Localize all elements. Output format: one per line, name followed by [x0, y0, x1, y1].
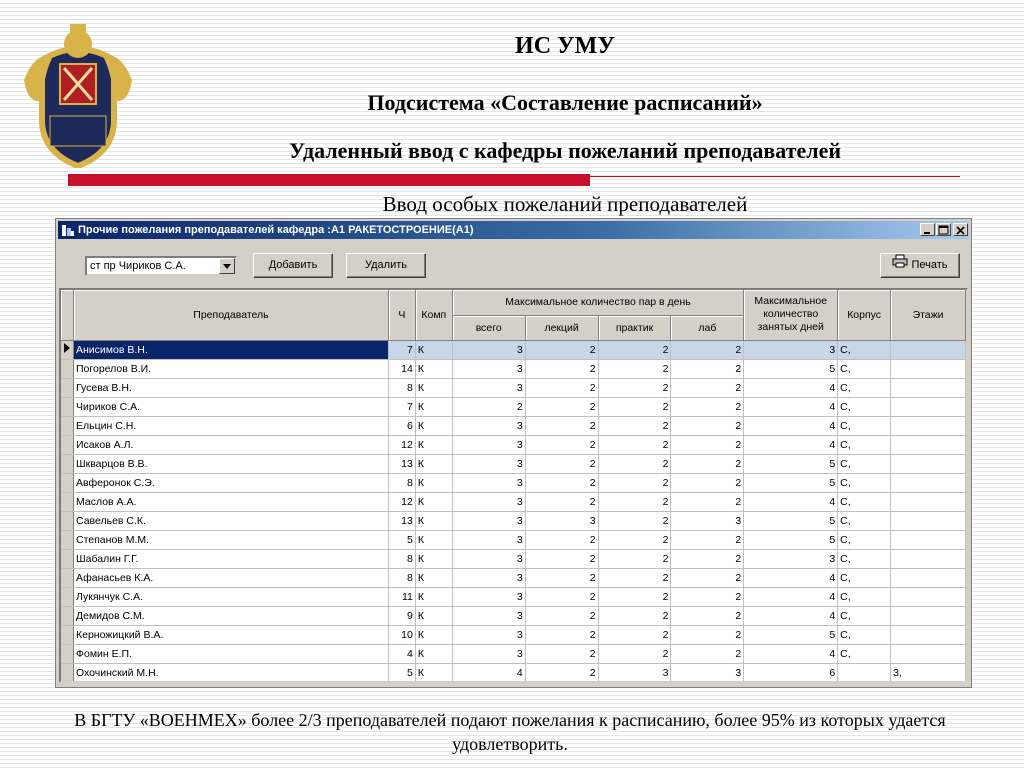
ch-cell[interactable]: 4 [388, 644, 415, 663]
maximize-icon [937, 225, 950, 236]
practice-cell[interactable]: 2 [598, 378, 671, 397]
lectures-cell[interactable]: 2 [525, 473, 598, 492]
practice-cell[interactable]: 2 [598, 359, 671, 378]
floors-cell[interactable] [891, 454, 966, 473]
lab-cell[interactable]: 2 [671, 549, 744, 568]
lectures-cell[interactable]: 2 [525, 644, 598, 663]
row-indicator[interactable] [61, 511, 74, 530]
lab-cell[interactable]: 3 [671, 511, 744, 530]
row-indicator[interactable] [61, 587, 74, 606]
lectures-cell[interactable]: 2 [525, 606, 598, 625]
teachers-grid[interactable] [59, 288, 968, 683]
practice-cell[interactable]: 2 [598, 397, 671, 416]
total-cell[interactable]: 3 [452, 492, 525, 511]
row-indicator-header [61, 290, 74, 340]
ch-cell[interactable]: 14 [388, 359, 415, 378]
comp-cell[interactable]: К [415, 473, 452, 492]
header-practice[interactable]: практик [598, 315, 671, 340]
university-logo [22, 20, 134, 168]
floors-cell[interactable] [891, 644, 966, 663]
days-cell[interactable]: 4 [744, 416, 838, 435]
lab-cell[interactable]: 2 [671, 625, 744, 644]
practice-cell[interactable]: 2 [598, 549, 671, 568]
comp-cell[interactable]: К [415, 397, 452, 416]
total-cell[interactable]: 3 [452, 359, 525, 378]
teacher-name-cell[interactable]: Шабалин Г.Г. [74, 549, 389, 568]
teacher-name-cell[interactable]: Охочинский М.Н. [74, 663, 389, 682]
teacher-name-cell[interactable]: Маслов А.А. [74, 492, 389, 511]
minimize-button[interactable] [920, 223, 935, 236]
practice-cell[interactable]: 2 [598, 606, 671, 625]
table-row[interactable] [61, 511, 966, 530]
comp-cell[interactable]: К [415, 530, 452, 549]
header-comp[interactable]: Комп [415, 290, 452, 340]
floors-cell[interactable] [891, 530, 966, 549]
ch-cell[interactable]: 6 [388, 416, 415, 435]
building-cell[interactable]: С, [838, 568, 891, 587]
days-cell[interactable]: 6 [744, 663, 838, 682]
days-cell[interactable]: 5 [744, 454, 838, 473]
floors-cell[interactable] [891, 473, 966, 492]
comp-cell[interactable]: К [415, 435, 452, 454]
row-indicator[interactable] [61, 625, 74, 644]
row-indicator[interactable] [61, 663, 74, 682]
days-cell[interactable]: 4 [744, 435, 838, 454]
ch-cell[interactable]: 12 [388, 492, 415, 511]
total-cell[interactable]: 3 [452, 454, 525, 473]
building-cell[interactable]: С, [838, 454, 891, 473]
total-cell[interactable]: 3 [452, 644, 525, 663]
days-cell[interactable]: 5 [744, 530, 838, 549]
building-cell[interactable]: С, [838, 606, 891, 625]
close-icon [954, 225, 967, 236]
lab-cell[interactable]: 2 [671, 587, 744, 606]
divider-line [590, 176, 960, 177]
comp-cell[interactable]: К [415, 663, 452, 682]
building-cell[interactable] [838, 663, 891, 682]
header-ch[interactable]: Ч [388, 290, 415, 340]
practice-cell[interactable]: 2 [598, 340, 671, 359]
header-max-days[interactable]: Максимальное количество занятых дней [744, 290, 838, 340]
total-cell[interactable]: 3 [452, 416, 525, 435]
lectures-cell[interactable]: 2 [525, 625, 598, 644]
table-row[interactable] [61, 454, 966, 473]
page-subtitle: Удаленный ввод с кафедры пожеланий преподавателей [288, 138, 842, 163]
building-cell[interactable]: С, [838, 644, 891, 663]
table-row[interactable] [61, 416, 966, 435]
row-indicator[interactable] [61, 378, 74, 397]
row-indicator[interactable] [61, 492, 74, 511]
floors-cell[interactable] [891, 378, 966, 397]
practice-cell[interactable]: 2 [598, 644, 671, 663]
row-indicator[interactable] [61, 530, 74, 549]
header-teacher[interactable]: Преподаватель [74, 290, 389, 340]
row-indicator[interactable] [61, 454, 74, 473]
lectures-cell[interactable]: 2 [525, 454, 598, 473]
building-cell[interactable]: С, [838, 511, 891, 530]
delete-button[interactable]: Удалить [346, 253, 426, 278]
ch-cell[interactable]: 8 [388, 378, 415, 397]
app-icon [61, 223, 75, 237]
total-cell[interactable]: 3 [452, 340, 525, 359]
row-indicator[interactable] [61, 397, 74, 416]
building-cell[interactable]: С, [838, 473, 891, 492]
building-cell[interactable]: С, [838, 359, 891, 378]
header-building[interactable]: Корпус [838, 290, 891, 340]
building-cell[interactable]: С, [838, 435, 891, 454]
lab-cell[interactable]: 2 [671, 568, 744, 587]
lectures-cell[interactable]: 2 [525, 378, 598, 397]
lectures-cell[interactable]: 2 [525, 340, 598, 359]
lectures-cell[interactable]: 2 [525, 416, 598, 435]
lab-cell[interactable]: 2 [671, 340, 744, 359]
days-cell[interactable]: 5 [744, 511, 838, 530]
floors-cell[interactable] [891, 568, 966, 587]
building-cell[interactable]: С, [838, 416, 891, 435]
floors-cell[interactable] [891, 549, 966, 568]
lectures-cell[interactable]: 2 [525, 663, 598, 682]
printer-icon [892, 254, 908, 276]
lab-cell[interactable]: 3 [671, 663, 744, 682]
table-row[interactable] [61, 397, 966, 416]
lectures-cell[interactable]: 2 [525, 397, 598, 416]
table-row[interactable] [61, 473, 966, 492]
building-cell[interactable]: С, [838, 549, 891, 568]
days-cell[interactable]: 4 [744, 492, 838, 511]
ch-cell[interactable]: 10 [388, 625, 415, 644]
teacher-name-cell[interactable]: Анисимов В.Н. [74, 340, 389, 359]
days-cell[interactable]: 5 [744, 625, 838, 644]
total-cell[interactable]: 4 [452, 663, 525, 682]
total-cell[interactable]: 3 [452, 530, 525, 549]
teacher-name-cell[interactable]: Авферонок С.Э. [74, 473, 389, 492]
subsystem-title: Подсистема «Составление расписаний» [367, 90, 763, 115]
table-row[interactable] [61, 663, 966, 682]
lab-cell[interactable]: 2 [671, 359, 744, 378]
total-cell[interactable]: 3 [452, 625, 525, 644]
footer-note: В БГТУ «ВОЕНМЕХ» более 2/3 преподавателей подают пожелания к расписанию, более 95% из которых удается удовлетворить. [74, 710, 946, 754]
floors-cell[interactable] [891, 359, 966, 378]
total-cell[interactable]: 3 [452, 378, 525, 397]
add-button[interactable]: Добавить [253, 253, 333, 278]
practice-cell[interactable]: 2 [598, 454, 671, 473]
row-indicator[interactable] [61, 644, 74, 663]
lectures-cell[interactable]: 2 [525, 359, 598, 378]
teacher-select-value: ст пр Чириков С.А. [90, 260, 186, 272]
total-cell[interactable]: 3 [452, 549, 525, 568]
ch-cell[interactable]: 5 [388, 663, 415, 682]
teacher-name-cell[interactable]: Исаков А.Л. [74, 435, 389, 454]
practice-cell[interactable]: 2 [598, 416, 671, 435]
days-cell[interactable]: 5 [744, 473, 838, 492]
ch-cell[interactable]: 7 [388, 397, 415, 416]
table-row[interactable] [61, 378, 966, 397]
building-cell[interactable]: С, [838, 587, 891, 606]
window-title: Прочие пожелания преподавателей кафедра :А1 РАКЕТОСТРОЕНИЕ(А1) [78, 224, 474, 236]
teacher-name-cell[interactable]: Погорелов В.И. [74, 359, 389, 378]
teacher-name-cell[interactable]: Демидов С.М. [74, 606, 389, 625]
days-cell[interactable]: 4 [744, 644, 838, 663]
row-indicator[interactable] [61, 416, 74, 435]
page-title: ИС УМУ [515, 33, 615, 59]
table-row[interactable] [61, 644, 966, 663]
ch-cell[interactable]: 8 [388, 473, 415, 492]
total-cell[interactable]: 3 [452, 606, 525, 625]
practice-cell[interactable]: 2 [598, 435, 671, 454]
total-cell[interactable]: 3 [452, 568, 525, 587]
print-button-label: Печать [911, 259, 948, 271]
ch-cell[interactable]: 9 [388, 606, 415, 625]
floors-cell[interactable] [891, 625, 966, 644]
comp-cell[interactable]: К [415, 549, 452, 568]
teachers-table [61, 290, 966, 683]
floors-cell[interactable] [891, 340, 966, 359]
practice-cell[interactable]: 2 [598, 530, 671, 549]
ch-cell[interactable]: 13 [388, 511, 415, 530]
practice-cell[interactable]: 2 [598, 568, 671, 587]
comp-cell[interactable]: К [415, 359, 452, 378]
floors-cell[interactable] [891, 435, 966, 454]
lab-cell[interactable]: 2 [671, 454, 744, 473]
row-indicator[interactable] [61, 606, 74, 625]
teacher-name-cell[interactable]: Керножицкий В.А. [74, 625, 389, 644]
table-row[interactable] [61, 340, 966, 359]
table-row[interactable] [61, 530, 966, 549]
teacher-name-cell[interactable]: Фомин Е.П. [74, 644, 389, 663]
teacher-select[interactable] [85, 256, 237, 276]
total-cell[interactable]: 3 [452, 473, 525, 492]
lab-cell[interactable]: 2 [671, 492, 744, 511]
practice-cell[interactable]: 2 [598, 473, 671, 492]
days-cell[interactable]: 4 [744, 397, 838, 416]
ch-cell[interactable]: 8 [388, 568, 415, 587]
teacher-name-cell[interactable]: Чириков С.А. [74, 397, 389, 416]
comp-cell[interactable]: К [415, 340, 452, 359]
lab-cell[interactable]: 2 [671, 435, 744, 454]
floors-cell[interactable] [891, 606, 966, 625]
practice-cell[interactable]: 2 [598, 492, 671, 511]
days-cell[interactable]: 5 [744, 359, 838, 378]
teacher-name-cell[interactable]: Ельцин С.Н. [74, 416, 389, 435]
row-indicator[interactable] [61, 549, 74, 568]
chevron-down-icon[interactable] [219, 258, 235, 274]
ch-cell[interactable]: 8 [388, 549, 415, 568]
lab-cell[interactable]: 2 [671, 416, 744, 435]
wishes-window [55, 218, 972, 688]
row-indicator[interactable] [61, 359, 74, 378]
days-cell[interactable]: 4 [744, 587, 838, 606]
teacher-name-cell[interactable]: Степанов М.М. [74, 530, 389, 549]
table-row[interactable] [61, 625, 966, 644]
close-button[interactable] [953, 223, 968, 236]
days-cell[interactable]: 4 [744, 378, 838, 397]
lectures-cell[interactable]: 2 [525, 568, 598, 587]
floors-cell[interactable]: 3, [891, 663, 966, 682]
lab-cell[interactable]: 2 [671, 378, 744, 397]
table-row[interactable] [61, 492, 966, 511]
ch-cell[interactable]: 13 [388, 454, 415, 473]
row-indicator[interactable] [61, 473, 74, 492]
row-indicator[interactable] [61, 568, 74, 587]
header-lectures[interactable]: лекций [525, 315, 598, 340]
lab-cell[interactable]: 2 [671, 606, 744, 625]
days-cell[interactable]: 3 [744, 549, 838, 568]
lab-cell[interactable]: 2 [671, 530, 744, 549]
floors-cell[interactable] [891, 397, 966, 416]
floors-cell[interactable] [891, 492, 966, 511]
lectures-cell[interactable]: 2 [525, 530, 598, 549]
lectures-cell[interactable]: 2 [525, 435, 598, 454]
practice-cell[interactable]: 3 [598, 663, 671, 682]
comp-cell[interactable]: К [415, 587, 452, 606]
ch-cell[interactable]: 7 [388, 340, 415, 359]
building-cell[interactable]: С, [838, 378, 891, 397]
practice-cell[interactable]: 2 [598, 587, 671, 606]
teacher-name-cell[interactable]: Гусева В.Н. [74, 378, 389, 397]
comp-cell[interactable]: К [415, 492, 452, 511]
teacher-name-cell[interactable]: Шкварцов В.В. [74, 454, 389, 473]
total-cell[interactable]: 3 [452, 511, 525, 530]
days-cell[interactable]: 3 [744, 340, 838, 359]
window-titlebar[interactable] [58, 221, 969, 239]
lab-cell[interactable]: 2 [671, 644, 744, 663]
building-cell[interactable]: С, [838, 530, 891, 549]
table-row[interactable] [61, 549, 966, 568]
comp-cell[interactable]: К [415, 625, 452, 644]
practice-cell[interactable]: 2 [598, 625, 671, 644]
floors-cell[interactable] [891, 587, 966, 606]
total-cell[interactable]: 2 [452, 397, 525, 416]
row-pointer-icon [63, 343, 71, 353]
total-cell[interactable]: 3 [452, 587, 525, 606]
header-lab[interactable]: лаб [671, 315, 744, 340]
header-total[interactable]: всего [452, 315, 525, 340]
comp-cell[interactable]: К [415, 644, 452, 663]
building-cell[interactable]: С, [838, 492, 891, 511]
table-row[interactable] [61, 587, 966, 606]
ch-cell[interactable]: 5 [388, 530, 415, 549]
teachers-table-body [61, 340, 966, 682]
header-max-pairs[interactable]: Максимальное количество пар в день [452, 290, 743, 315]
lab-cell[interactable]: 2 [671, 397, 744, 416]
row-indicator[interactable] [61, 435, 74, 454]
lectures-cell[interactable]: 2 [525, 549, 598, 568]
header-floors[interactable]: Этажи [891, 290, 966, 340]
current-row-indicator[interactable] [61, 340, 74, 359]
lectures-cell[interactable]: 3 [525, 511, 598, 530]
building-cell[interactable]: С, [838, 625, 891, 644]
ch-cell[interactable]: 11 [388, 587, 415, 606]
accent-bar [68, 174, 590, 186]
minimize-icon [921, 225, 934, 236]
comp-cell[interactable]: К [415, 511, 452, 530]
teacher-name-cell[interactable]: Савельев С.К. [74, 511, 389, 530]
comp-cell[interactable]: К [415, 606, 452, 625]
comp-cell[interactable]: К [415, 378, 452, 397]
table-row[interactable] [61, 359, 966, 378]
comp-cell[interactable]: К [415, 416, 452, 435]
comp-cell[interactable]: К [415, 454, 452, 473]
days-cell[interactable]: 4 [744, 606, 838, 625]
lab-cell[interactable]: 2 [671, 473, 744, 492]
teacher-name-cell[interactable]: Афанасьев К.А. [74, 568, 389, 587]
table-row[interactable] [61, 435, 966, 454]
maximize-button[interactable] [936, 223, 951, 236]
ch-cell[interactable]: 12 [388, 435, 415, 454]
days-cell[interactable]: 4 [744, 568, 838, 587]
building-cell[interactable]: С, [838, 340, 891, 359]
building-cell[interactable]: С, [838, 397, 891, 416]
table-row[interactable] [61, 606, 966, 625]
comp-cell[interactable]: К [415, 568, 452, 587]
lectures-cell[interactable]: 2 [525, 587, 598, 606]
floors-cell[interactable] [891, 416, 966, 435]
section-title: Ввод особых пожеланий преподавателей [382, 192, 748, 216]
total-cell[interactable]: 3 [452, 435, 525, 454]
lectures-cell[interactable]: 2 [525, 492, 598, 511]
floors-cell[interactable] [891, 511, 966, 530]
print-button[interactable] [880, 253, 960, 278]
practice-cell[interactable]: 2 [598, 511, 671, 530]
table-row[interactable] [61, 568, 966, 587]
teacher-name-cell[interactable]: Лукянчук С.А. [74, 587, 389, 606]
